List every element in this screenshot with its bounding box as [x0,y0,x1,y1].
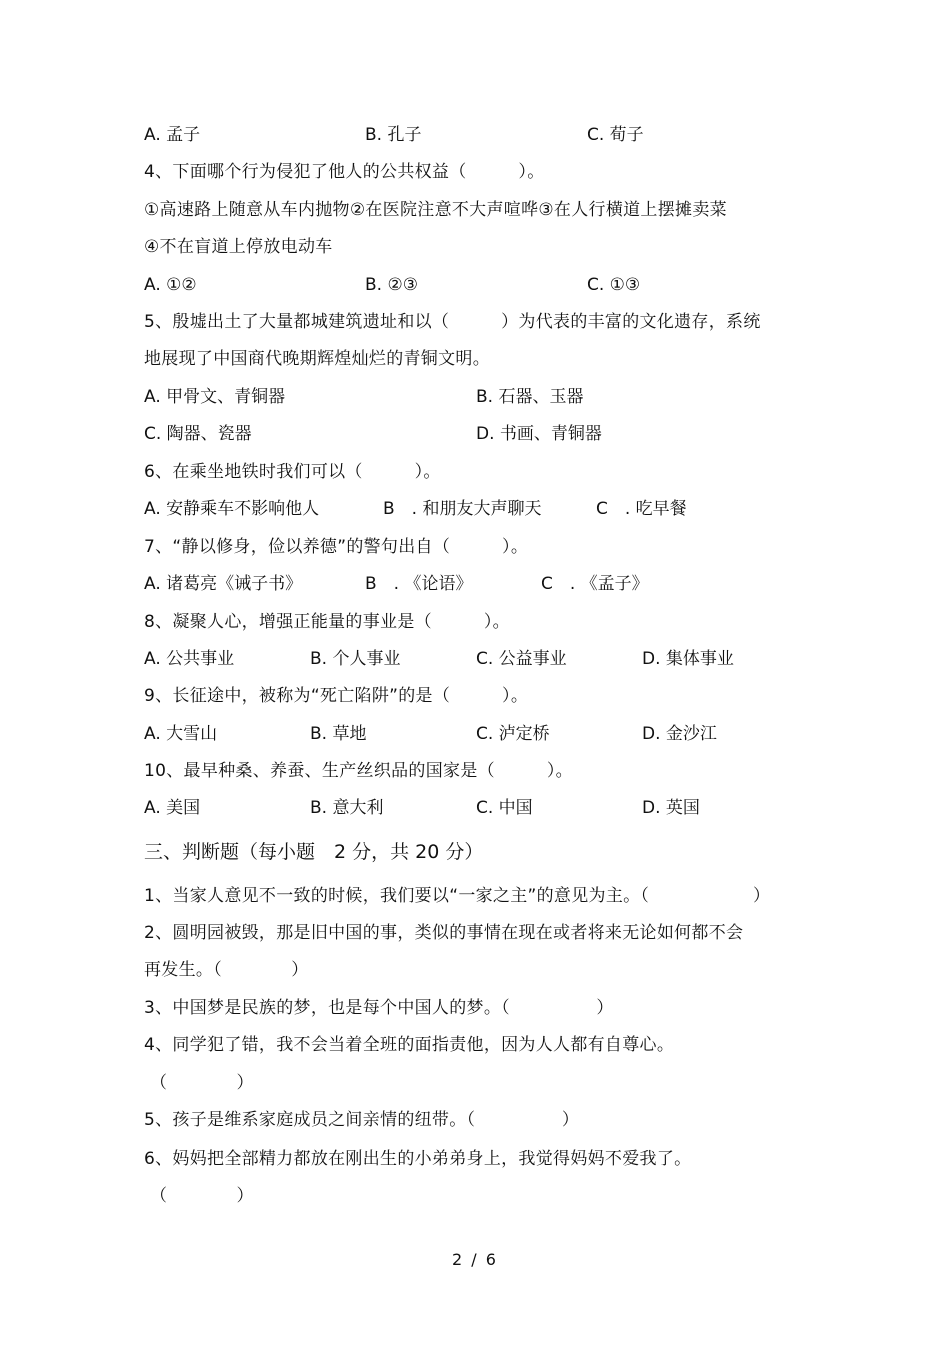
q5-stem-line-1: 5、殷墟出土了大量都城建筑遗址和以（ ）为代表的丰富的文化遗存，系统 [144,312,761,332]
q8-option-a: A. 公共事业 [144,649,235,669]
q5-option-d: D. 书画、青铜器 [476,424,602,444]
q4-option-b: B. ②③ [365,275,418,295]
q6-stem: 6、在乘坐地铁时我们可以（ ）。 [144,462,441,482]
q4-stem: 4、下面哪个行为侵犯了他人的公共权益（ ）。 [144,162,545,182]
q4-option-c: C. ①③ [587,275,641,295]
judgement-3: 3、中国梦是民族的梦，也是每个中国人的梦。（ ） [144,998,614,1018]
q10-stem: 10、最早种桑、养蚕、生产丝织品的国家是（ ）。 [144,761,573,781]
q7-stem: 7、“静以修身，俭以养德”的警句出自（ ）。 [144,537,529,557]
q7-option-b: B . 《论语》 [365,574,473,594]
section-3-title: 三、判断题（每小题 2 分，共 20 分） [144,841,484,863]
q4-statements-line-1: ①高速路上随意从车内抛物②在医院注意不大声喧哗③在人行横道上摆摊卖菜 [144,200,727,220]
q5-option-a: A. 甲骨文、青铜器 [144,387,286,407]
q3-option-a: A. 孟子 [144,125,201,145]
q5-option-c: C. 陶器、瓷器 [144,424,252,444]
q3-option-c: C. 荀子 [587,125,644,145]
q10-option-c: C. 中国 [476,798,533,818]
judgement-2-line-2: 再发生。（ ） [144,960,309,980]
q10-option-a: A. 美国 [144,798,201,818]
q4-option-a: A. ①② [144,275,197,295]
q9-option-b: B. 草地 [310,724,367,744]
q8-option-b: B. 个人事业 [310,649,401,669]
q10-option-d: D. 英国 [642,798,700,818]
q6-option-b: B . 和朋友大声聊天 [383,499,542,519]
judgement-6-line-2: （ ） [150,1186,254,1206]
judgement-2-line-1: 2、圆明园被毁，那是旧中国的事，类似的事情在现在或者将来无论如何都不会 [144,923,744,943]
judgement-1: 1、当家人意见不一致的时候，我们要以“一家之主”的意见为主。（ ） [144,886,771,906]
q3-option-b: B. 孔子 [365,125,422,145]
page-number: 2 / 6 [452,1250,498,1269]
q9-option-a: A. 大雪山 [144,724,218,744]
judgement-6-line-1: 6、妈妈把全部精力都放在刚出生的小弟弟身上，我觉得妈妈不爱我了。 [144,1149,692,1169]
judgement-4-line-2: （ ） [150,1073,254,1093]
q6-option-a: A. 安静乘车不影响他人 [144,499,320,519]
q5-option-b: B. 石器、玉器 [476,387,584,407]
q6-option-c: C . 吃早餐 [596,499,687,519]
judgement-4-line-1: 4、同学犯了错，我不会当着全班的面指责他，因为人人都有自尊心。 [144,1035,675,1055]
q8-option-c: C. 公益事业 [476,649,567,669]
q8-stem: 8、凝聚人心，增强正能量的事业是（ ）。 [144,612,510,632]
q9-option-c: C. 泸定桥 [476,724,550,744]
q10-option-b: B. 意大利 [310,798,384,818]
q8-option-d: D. 集体事业 [642,649,734,669]
q5-stem-line-2: 地展现了中国商代晚期辉煌灿烂的青铜文明。 [144,349,490,369]
q4-statements-line-2: ④不在盲道上停放电动车 [144,237,333,257]
judgement-5: 5、孩子是维系家庭成员之间亲情的纽带。（ ） [144,1110,580,1130]
q7-option-a: A. 诸葛亮《诫子书》 [144,574,303,594]
q7-option-c: C . 《孟子》 [541,574,649,594]
q9-stem: 9、长征途中，被称为“死亡陷阱”的是（ ）。 [144,686,529,706]
q9-option-d: D. 金沙江 [642,724,717,744]
